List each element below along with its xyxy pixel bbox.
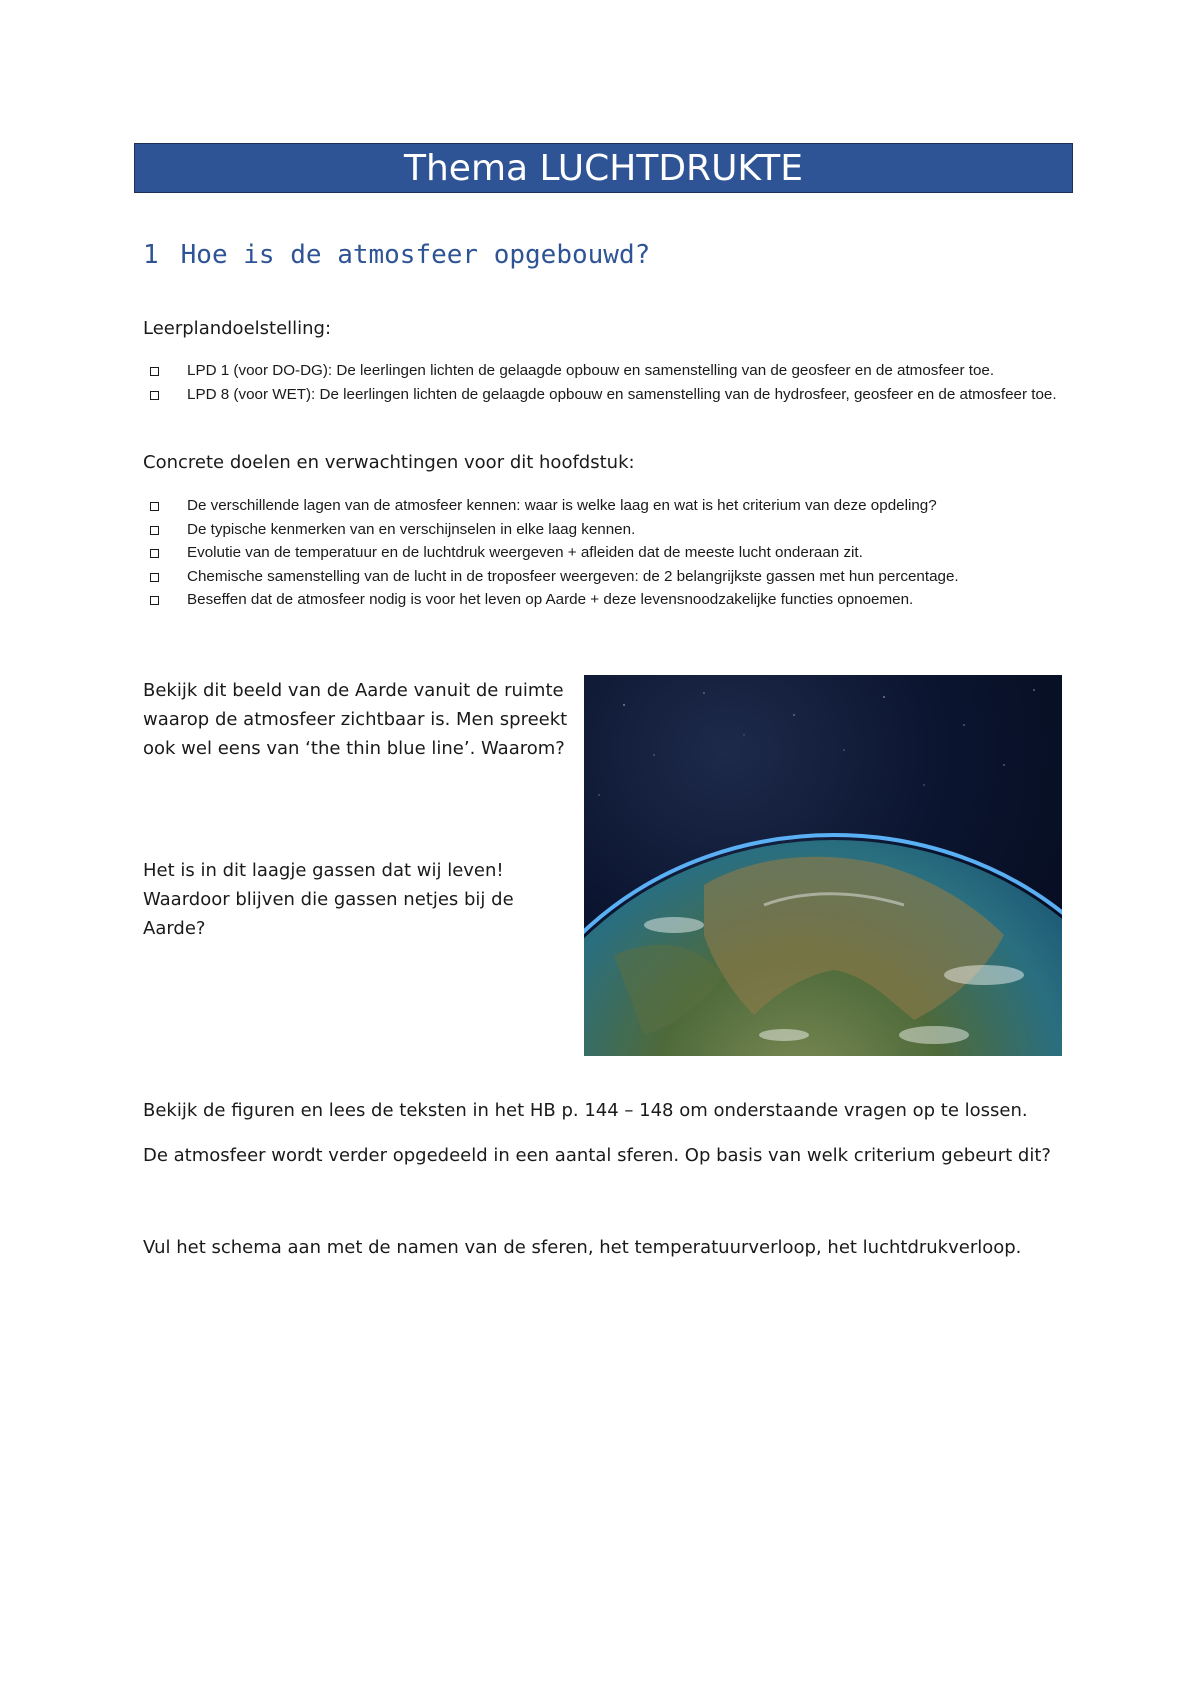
image-question-1: Bekijk dit beeld van de Aarde vanuit de ruimte waarop de atmosfeer zichtbaar is. Men spreekt ook wel eens van ‘the thin blue line’. Waarom? bbox=[143, 680, 568, 759]
leerplan-label: Leerplandoelstelling: bbox=[143, 318, 332, 339]
list-item: De verschillende lagen van de atmosfeer kennen: waar is welke laag en wat is het criterium van deze opdeling? bbox=[150, 494, 1080, 518]
earth-illustration bbox=[584, 675, 1062, 1056]
schema-instruction: Vul het schema aan met de namen van de sferen, het temperatuurverloop, het luchtdrukverloop. bbox=[143, 1237, 1022, 1258]
square-bullet-icon bbox=[150, 549, 159, 558]
section-heading bbox=[143, 240, 650, 270]
list-item: LPD 1 (voor DO-DG): De leerlingen lichten de gelaagde opbouw en samenstelling van de geosfeer en de atmosfeer toe. bbox=[150, 359, 1080, 383]
instruction-paragraph: Bekijk de figuren en lees de teksten in het HB p. 144 – 148 om onderstaande vragen op te lossen. bbox=[143, 1100, 1028, 1121]
criterium-question: De atmosfeer wordt verder opgedeeld in een aantal sferen. Op basis van welk criterium gebeurt dit? bbox=[143, 1145, 1051, 1166]
square-bullet-icon bbox=[150, 596, 159, 605]
image-question-2: Het is in dit laagje gassen dat wij leven! Waardoor blijven die gassen netjes bij de Aarde? bbox=[143, 860, 514, 939]
page-title: Thema LUCHTDRUKTE bbox=[404, 147, 803, 189]
square-bullet-icon bbox=[150, 367, 159, 376]
square-bullet-icon bbox=[150, 573, 159, 582]
doelen-list bbox=[150, 494, 1080, 612]
square-bullet-icon bbox=[150, 391, 159, 400]
doelen-label: Concrete doelen en verwachtingen voor dit hoofdstuk: bbox=[143, 452, 635, 473]
list-item: LPD 8 (voor WET): De leerlingen lichten de gelaagde opbouw en samenstelling van de hydrosfeer, geosfeer en de atmosfeer toe. bbox=[150, 383, 1080, 407]
square-bullet-icon bbox=[150, 502, 159, 511]
list-item: Beseffen dat de atmosfeer nodig is voor het leven op Aarde + deze levensnoodzakelijke functies opnoemen. bbox=[150, 588, 1080, 612]
section-number: 1 bbox=[143, 240, 159, 270]
earth-from-space-image bbox=[584, 675, 1062, 1056]
title-bar bbox=[134, 143, 1073, 193]
list-item: Evolutie van de temperatuur en de luchtdruk weergeven + afleiden dat de meeste lucht onderaan zit. bbox=[150, 541, 1080, 565]
list-item: Chemische samenstelling van de lucht in de troposfeer weergeven: de 2 belangrijkste gassen met hun percentage. bbox=[150, 565, 1080, 589]
list-item: De typische kenmerken van en verschijnselen in elke laag kennen. bbox=[150, 518, 1080, 542]
leerplan-list bbox=[150, 359, 1080, 406]
square-bullet-icon bbox=[150, 526, 159, 535]
section-title: Hoe is de atmosfeer opgebouwd? bbox=[180, 240, 651, 270]
